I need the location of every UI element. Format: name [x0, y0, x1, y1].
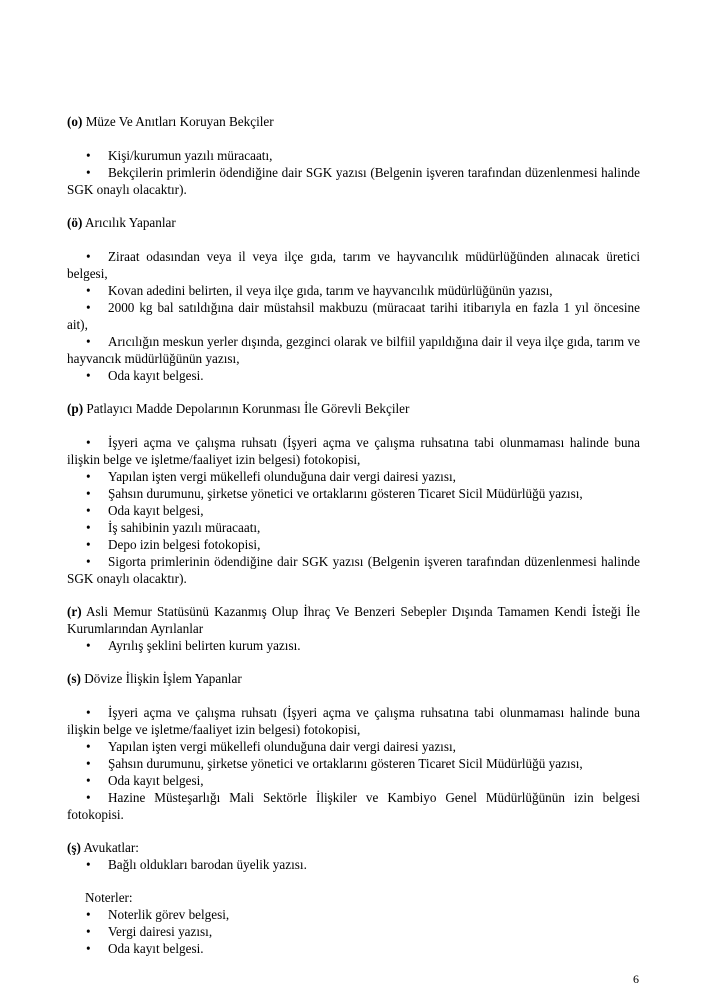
bullet-icon: •: [86, 165, 91, 180]
list-item: • Bekçilerin primlerin ödendiğine dair SGK yazısı (Belgenin işveren tarafından düzenlenmesi halinde SGK onaylı olacaktır).: [67, 165, 640, 197]
section-s: [67, 670, 640, 823]
bullet-icon: •: [86, 790, 91, 805]
section-title: Dövize İlişkin İşlem Yapanlar: [80, 671, 242, 686]
list-item: • İşyeri açma ve çalışma ruhsatı (İşyeri açma ve çalışma ruhsatına tabi olunmaması halinde buna ilişkin belge ve işletme/faaliyet izin belgesi) fotokopisi,: [67, 705, 640, 737]
section-title: Asli Memur Statüsünü Kazanmış Olup İhraç Ve Benzeri Sebepler Dışında Tamamen Kendi İsteği İle Kurumlarından Ayrılanlar: [67, 604, 640, 636]
requirement-list: [67, 856, 640, 873]
list-item: • Hazine Müsteşarlığı Mali Sektörle İlişkiler ve Kambiyo Genel Müdürlüğünün izin belgesi fotokopisi.: [67, 790, 640, 822]
list-item: • Yapılan işten vergi mükellefi olunduğuna dair vergi dairesi yazısı,: [86, 739, 456, 754]
section-heading: [67, 839, 640, 856]
section-letter: (r): [67, 604, 82, 619]
bullet-icon: •: [86, 300, 91, 315]
section-letter: (s): [67, 671, 81, 686]
section-r: [67, 603, 640, 654]
page-number: 6: [633, 972, 639, 986]
bullet-icon: •: [86, 368, 91, 383]
list-item: • Kişi/kurumun yazılı müracaatı,: [86, 148, 273, 163]
list-item: • Noterlik görev belgesi,: [86, 907, 230, 922]
bullet-icon: •: [86, 924, 91, 939]
noterler-heading: Noterler:: [85, 890, 133, 905]
list-item: • Oda kayıt belgesi.: [86, 941, 204, 956]
bullet-icon: •: [86, 638, 91, 653]
section-heading: [67, 670, 640, 687]
requirement-list: [67, 637, 640, 654]
section-title: Avukatlar:: [80, 840, 139, 855]
section-ss: [67, 839, 640, 873]
section-o: [67, 113, 640, 198]
list-item: • Sigorta primlerinin ödendiğine dair SGK yazısı (Belgenin işveren tarafından düzenlenmesi halinde SGK onaylı olacaktır).: [67, 554, 640, 586]
list-item: • Şahsın durumunu, şirketse yönetici ve ortaklarını gösteren Ticaret Sicil Müdürlüğü yazısı,: [86, 756, 583, 771]
requirement-list: [67, 434, 640, 587]
section-heading: [67, 603, 640, 637]
bullet-icon: •: [86, 907, 91, 922]
document-page: [67, 113, 640, 957]
list-item: • Ziraat odasından veya il veya ilçe gıda, tarım ve hayvancılık müdürlüğünden alınacak üretici belgesi,: [67, 249, 640, 281]
bullet-icon: •: [86, 469, 91, 484]
section-letter: (ş): [67, 840, 81, 855]
section-noterler: [67, 889, 640, 957]
list-item: • Depo izin belgesi fotokopisi,: [86, 537, 261, 552]
bullet-icon: •: [86, 857, 91, 872]
requirement-list: [67, 147, 640, 198]
list-item: • Yapılan işten vergi mükellefi olunduğuna dair vergi dairesi yazısı,: [86, 469, 456, 484]
bullet-icon: •: [86, 520, 91, 535]
list-item: • Oda kayıt belgesi,: [86, 773, 204, 788]
section-letter: (p): [67, 401, 84, 416]
bullet-icon: •: [86, 773, 91, 788]
requirement-list: [67, 704, 640, 823]
list-item: • 2000 kg bal satıldığına dair müstahsil makbuzu (müracaat tarihi itibarıyla en fazla 1 yıl öncesine ait),: [67, 300, 640, 332]
section-title: Müze Ve Anıtları Koruyan Bekçiler: [82, 114, 274, 129]
bullet-icon: •: [86, 503, 91, 518]
section-heading: [67, 113, 640, 130]
bullet-icon: •: [86, 705, 91, 720]
bullet-icon: •: [86, 941, 91, 956]
bullet-icon: •: [86, 554, 91, 569]
bullet-icon: •: [86, 486, 91, 501]
list-item: • Ayrılış şeklini belirten kurum yazısı.: [86, 638, 301, 653]
bullet-icon: •: [86, 249, 91, 264]
section-letter: (o): [67, 114, 83, 129]
section-letter: (ö): [67, 215, 83, 230]
bullet-icon: •: [86, 148, 91, 163]
list-item: • İşyeri açma ve çalışma ruhsatı (İşyeri açma ve çalışma ruhsatına tabi olunmaması halinde buna ilişkin belge ve işletme/faaliyet izin belgesi) fotokopisi,: [67, 435, 640, 467]
section-title: Arıcılık Yapanlar: [82, 215, 176, 230]
bullet-icon: •: [86, 435, 91, 450]
bullet-icon: •: [86, 283, 91, 298]
list-item: • Şahsın durumunu, şirketse yönetici ve ortaklarını gösteren Ticaret Sicil Müdürlüğü yazısı,: [86, 486, 583, 501]
requirement-list: [67, 248, 640, 384]
list-item: • Oda kayıt belgesi.: [86, 368, 204, 383]
list-item: • İş sahibinin yazılı müracaatı,: [86, 520, 261, 535]
section-heading: [67, 214, 640, 231]
list-item: • Oda kayıt belgesi,: [86, 503, 204, 518]
section-oo: [67, 214, 640, 384]
list-item: • Arıcılığın meskun yerler dışında, gezginci olarak ve bilfiil yapıldığına dair il veya ilçe gıda, tarım ve hayvancık müdürlüğünün yazısı,: [67, 334, 640, 366]
list-item: • Vergi dairesi yazısı,: [86, 924, 213, 939]
bullet-icon: •: [86, 756, 91, 771]
section-p: [67, 400, 640, 587]
bullet-icon: •: [86, 739, 91, 754]
list-item: • Kovan adedini belirten, il veya ilçe gıda, tarım ve hayvancılık müdürlüğünün yazısı,: [86, 283, 553, 298]
requirement-list: [67, 906, 640, 957]
bullet-icon: •: [86, 537, 91, 552]
bullet-icon: •: [86, 334, 91, 349]
section-title: Patlayıcı Madde Depolarının Korunması İle Görevli Bekçiler: [83, 401, 410, 416]
list-item: • Bağlı oldukları barodan üyelik yazısı.: [86, 857, 307, 872]
section-heading: [67, 400, 640, 417]
